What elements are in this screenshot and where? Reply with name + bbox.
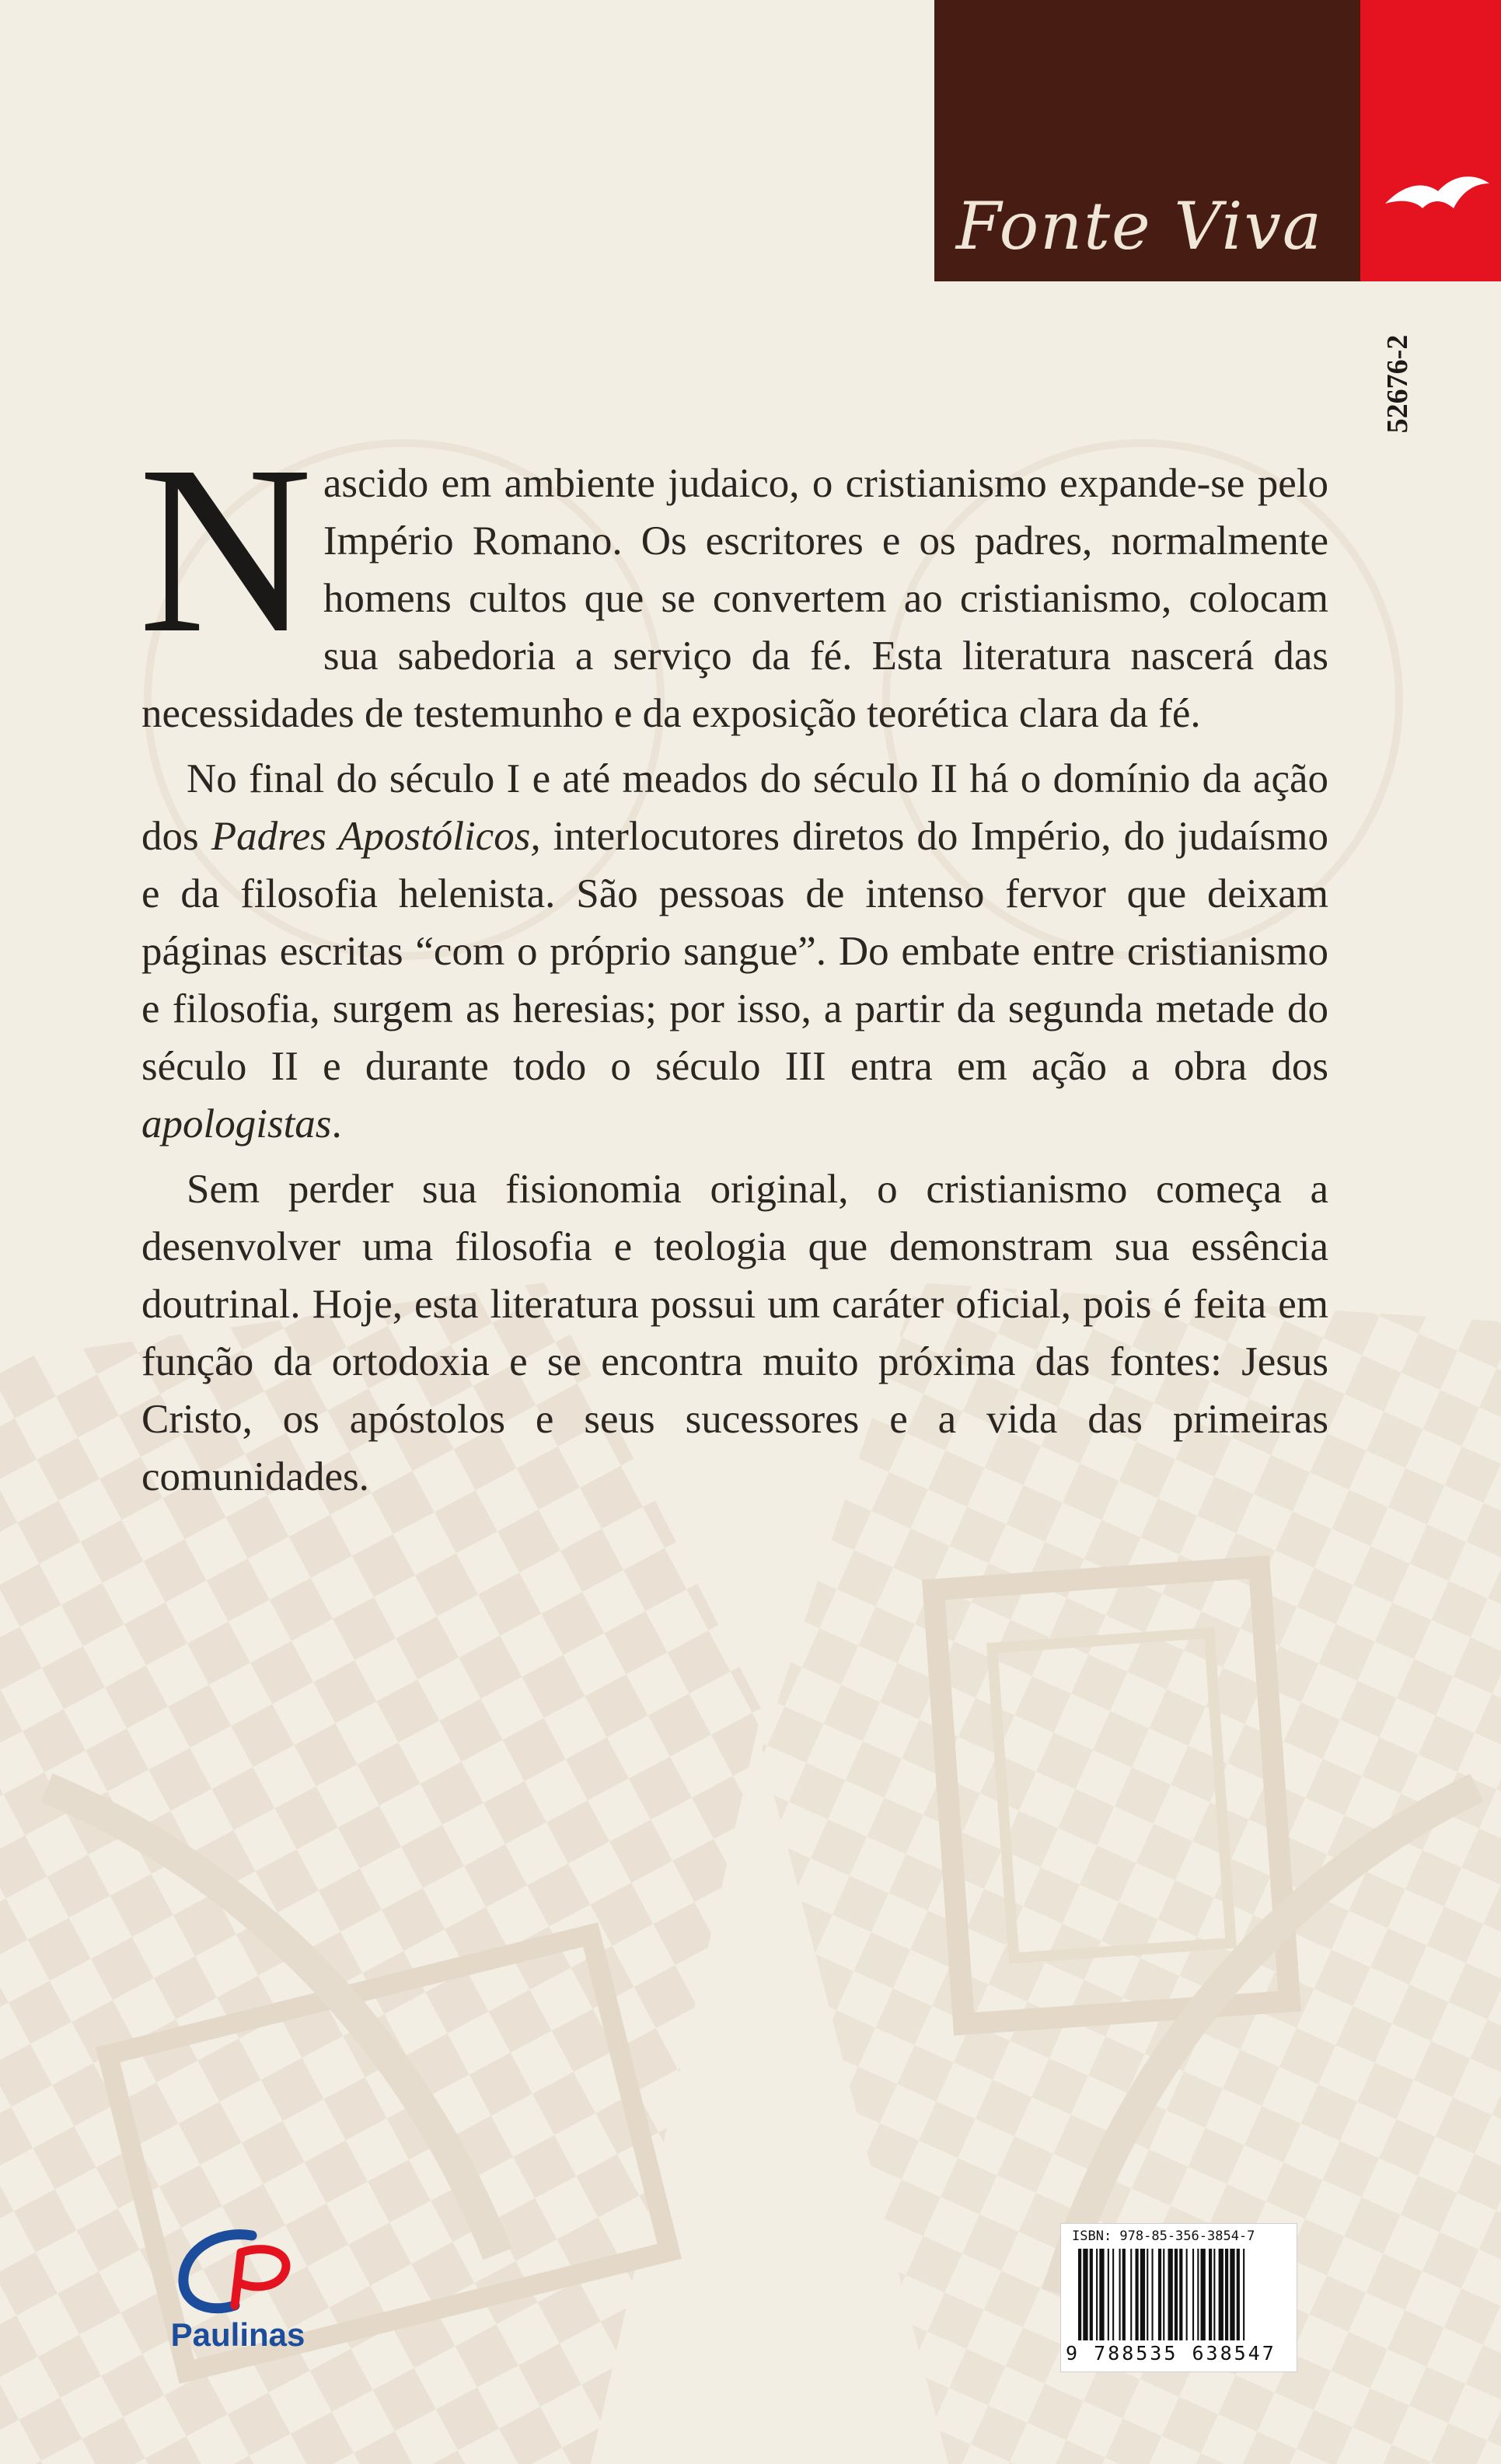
series-accent-block	[1360, 0, 1501, 281]
barcode-icon	[1078, 2249, 1288, 2342]
catalog-code	[1374, 330, 1421, 438]
publisher-name: Paulinas	[170, 2316, 305, 2353]
back-cover-text	[138, 417, 1328, 1513]
paragraph-2-emphasis: Padres Apostólicos,	[211, 814, 541, 859]
ean-digits: 9 788535 638547	[1066, 2342, 1276, 2365]
paragraph-2-text-a: No final do século I e até meados do século II há o domínio da ação dos	[141, 756, 1328, 859]
paragraph-3: Sem perder sua fisionomia original, o cristianismo começa a desenvolver uma filosofia e teologia que demonstram sua essência doutrinal. Hoje, esta literatura possui um caráter oficial, pois é feita em função da ortodoxia e se encontra muito próxima das fontes: Jesus Cristo, os apóstolos e seus sucessores e a vida das primeiras comunidades.	[141, 1167, 1328, 1499]
bird-icon	[1360, 0, 1501, 281]
series-band	[934, 0, 1360, 281]
publisher-logo	[160, 2225, 316, 2380]
paragraph-2-text-c: .	[331, 1101, 342, 1146]
catalog-code-text: 52676-2	[1381, 334, 1414, 434]
paragraph-1	[138, 417, 1328, 742]
paragraph-2-emphasis-2: apologistas	[141, 1101, 332, 1146]
paulinas-logo-icon	[160, 2225, 316, 2318]
isbn-label: ISBN: 978-85-356-3854-7	[1072, 2228, 1255, 2244]
paragraph-1-text: ascido em ambiente judaico, o cristianismo expande-se pelo Império Romano. Os escritores e os padres, normalmente homens cultos que se convertem ao cristianismo, colocam sua sabedoria a serviço da fé. Esta literatura nascerá das necessidades de testemunho e da exposição teorética clara da fé.	[141, 461, 1328, 736]
paragraph-2	[141, 750, 1328, 1153]
isbn-barcode	[1060, 2223, 1297, 2372]
paragraph-2-text-b: interlocutores diretos do Império, do judaísmo e da filosofia helenista. São pessoas de intenso fervor que deixam páginas escritas “com o próprio sangue”. Do embate entre cristianismo e filosofia, surgem as heresias; por isso, a partir da segunda metade do século II e durante todo o século III entra em ação a obra dos	[141, 814, 1328, 1089]
series-name: Fonte Viva	[955, 188, 1323, 264]
dropcap: N	[138, 417, 312, 683]
